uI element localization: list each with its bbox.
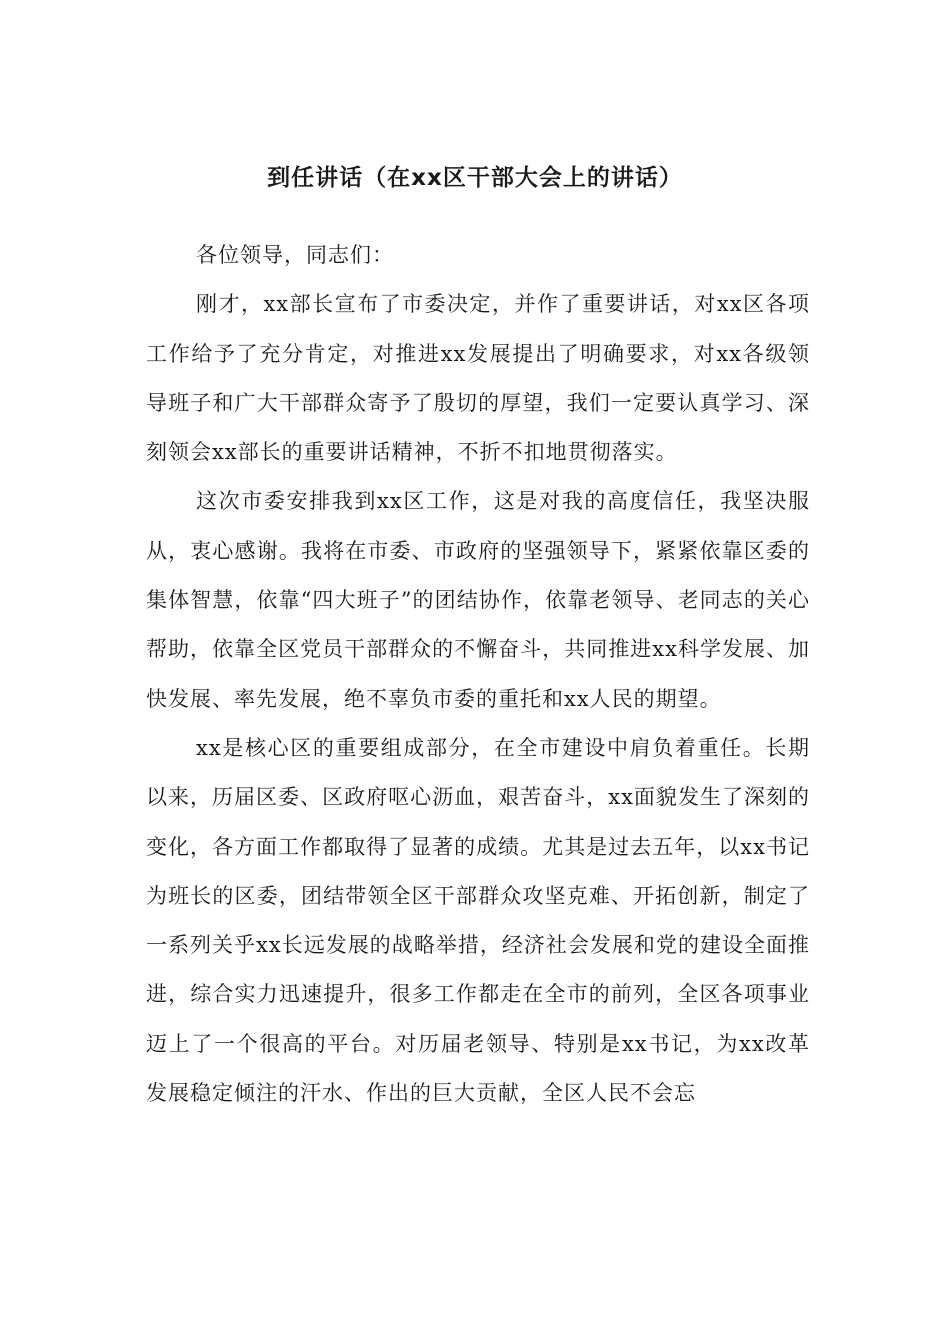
- document-body: [146, 231, 810, 1118]
- body-paragraph: 这次市委安排我到xx区工作，这是对我的高度信任，我坚决服从，衷心感谢。我将在市委、市政府的坚强领导下，紧紧依靠区委的集体智慧，依靠“四大班子”的团结协作，依靠老领导、老同志的关心帮助，依靠全区党员干部群众的不懈奋斗，共同推进xx科学发展、加快发展、率先发展，绝不辜负市委的重托和xx人民的期望。: [146, 489, 810, 711]
- body-paragraph: 刚才，xx部长宣布了市委决定，并作了重要讲话，对xx区各项工作给予了充分肯定，对推进xx发展提出了明确要求，对xx各级领导班子和广大干部群众寄予了殷切的厚望，我们一定要认真学习、深刻领会xx部长的重要讲话精神，不折不扣地贯彻落实。: [146, 292, 810, 465]
- body-paragraph: xx是核心区的重要组成部分，在全市建设中肩负着重任。长期以来，历届区委、区政府呕心沥血，艰苦奋斗，xx面貌发生了深刻的变化，各方面工作都取得了显著的成绩。尤其是过去五年，以xx书记为班长的区委，团结带领全区干部群众攻坚克难、开拓创新，制定了一系列关乎xx长远发展的战略举措，经济社会发展和党的建设全面推进，综合实力迅速提升，很多工作都走在全市的前列，全区各项事业迈上了一个很高的平台。对历届老领导、特别是xx书记，为xx改革发展稳定倾注的汗水、作出的巨大贡献，全区人民不会忘: [146, 735, 810, 1106]
- salutation-paragraph: 各位领导，同志们：: [196, 243, 394, 267]
- document-title: 到任讲话（在xx区干部大会上的讲话）: [267, 165, 683, 191]
